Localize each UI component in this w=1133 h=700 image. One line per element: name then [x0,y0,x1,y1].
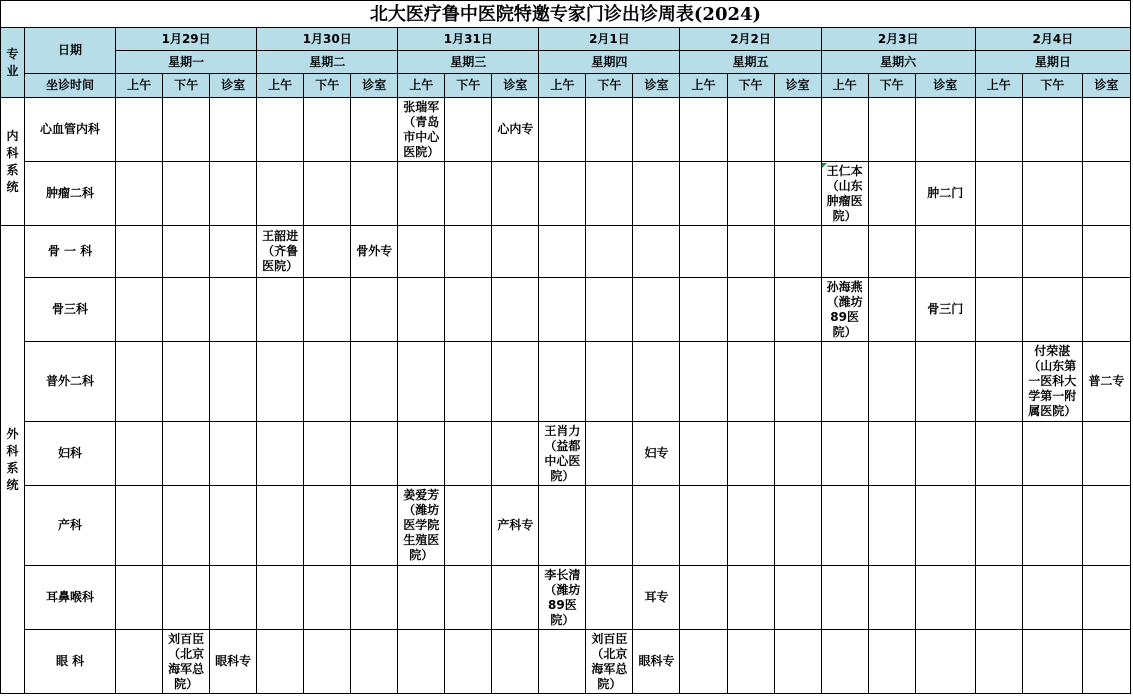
doctor-cell [727,630,774,694]
room-cell: 心内专 [492,98,539,162]
slot-header: 上午 [680,74,727,98]
day-weekday: 星期六 [821,51,975,74]
room-cell [351,566,398,630]
slot-header: 诊室 [774,74,821,98]
room-cell [351,98,398,162]
doctor-cell [304,486,351,566]
day-weekday: 星期一 [116,51,257,74]
doctor-cell [539,278,586,342]
doctor-cell [116,98,163,162]
doctor-cell [445,630,492,694]
doctor-cell [680,98,727,162]
group-label [1,226,25,694]
room-cell [492,566,539,630]
room-cell [492,226,539,278]
room-cell [492,342,539,422]
slot-header: 上午 [257,74,304,98]
room-cell [351,342,398,422]
doctor-cell [539,342,586,422]
department-name: 骨 一 科 [25,226,116,278]
room-cell [633,226,680,278]
doctor-cell [539,630,586,694]
doctor-cell [116,630,163,694]
doctor-cell [680,342,727,422]
room-cell: 眼科专 [633,630,680,694]
doctor-cell [975,278,1022,342]
doctor-cell [1022,278,1082,342]
doctor-cell [727,342,774,422]
doctor-cell [163,342,210,422]
room-cell [1082,566,1130,630]
room-cell: 骨外专 [351,226,398,278]
doctor-cell [1022,422,1082,486]
doctor-cell [163,162,210,226]
day-date: 2月1日 [539,28,680,51]
doctor-cell [586,342,633,422]
doctor-cell [821,98,868,162]
doctor-cell [680,486,727,566]
doctor-cell [1022,486,1082,566]
doctor-cell [868,98,915,162]
doctor-cell [304,566,351,630]
doctor-cell [975,226,1022,278]
doctor-cell [163,566,210,630]
doctor-cell [1022,98,1082,162]
room-cell [210,162,257,226]
room-cell: 眼科专 [210,630,257,694]
doctor-cell [868,162,915,226]
doctor-cell [398,226,445,278]
room-cell: 骨三门 [915,278,975,342]
slot-header: 下午 [727,74,774,98]
department-name: 心血管内科 [25,98,116,162]
room-cell [492,278,539,342]
doctor-cell [398,278,445,342]
room-cell: 耳专 [633,566,680,630]
doctor-cell [586,162,633,226]
doctor-cell [304,342,351,422]
doctor-cell [680,422,727,486]
room-cell [210,422,257,486]
department-name: 普外二科 [25,342,116,422]
doctor-cell [727,98,774,162]
comment-marker-icon [822,163,827,168]
doctor-cell [116,422,163,486]
room-cell [633,486,680,566]
doctor-cell [163,226,210,278]
room-cell [1082,422,1130,486]
room-cell [915,422,975,486]
doctor-cell [257,422,304,486]
slot-header: 诊室 [210,74,257,98]
slot-header: 诊室 [492,74,539,98]
doctor-cell [445,342,492,422]
doctor-cell [586,566,633,630]
schedule-table [0,27,1131,694]
doctor-cell [116,566,163,630]
doctor-cell [398,566,445,630]
room-cell: 肿二门 [915,162,975,226]
day-weekday: 星期三 [398,51,539,74]
room-cell [774,162,821,226]
doctor-cell [727,278,774,342]
doctor-cell [257,630,304,694]
room-cell [351,278,398,342]
doctor-cell [445,422,492,486]
doctor-cell [586,278,633,342]
room-cell [774,486,821,566]
doctor-cell [116,486,163,566]
doctor-cell: 姜爱芳（潍坊医学院生殖医院） [398,486,445,566]
doctor-cell: 王韶进（齐鲁医院） [257,226,304,278]
doctor-cell [163,98,210,162]
day-date: 1月31日 [398,28,539,51]
day-date: 2月3日 [821,28,975,51]
doctor-cell [1022,630,1082,694]
slot-header: 诊室 [1082,74,1130,98]
doctor-cell: 张瑞军（青岛市中心医院） [398,98,445,162]
room-cell [915,630,975,694]
doctor-cell [304,98,351,162]
slot-header: 上午 [398,74,445,98]
department-name: 产科 [25,486,116,566]
slot-header: 上午 [975,74,1022,98]
room-cell [210,486,257,566]
doctor-cell [821,566,868,630]
doctor-cell [868,226,915,278]
doctor-cell [1022,226,1082,278]
room-cell [915,342,975,422]
doctor-cell [975,342,1022,422]
doctor-cell [398,342,445,422]
doctor-cell [304,278,351,342]
room-cell [633,162,680,226]
doctor-cell [398,162,445,226]
doctor-cell: 王肖力（益都中心医院） [539,422,586,486]
day-weekday: 星期四 [539,51,680,74]
room-cell [774,422,821,486]
room-cell [774,566,821,630]
doctor-cell [539,226,586,278]
doctor-cell [868,422,915,486]
doctor-cell [727,486,774,566]
day-weekday: 星期五 [680,51,821,74]
group-label-text: 外科系统 [6,426,19,492]
date-header: 日期 [25,28,116,74]
room-cell [492,630,539,694]
doctor-cell [727,566,774,630]
room-cell [774,278,821,342]
doctor-cell: 付荣湛（山东第一医科大学第一附属医院） [1022,342,1082,422]
room-cell [351,162,398,226]
room-cell: 产科专 [492,486,539,566]
doctor-cell [445,98,492,162]
slot-header: 下午 [868,74,915,98]
doctor-cell [975,486,1022,566]
doctor-cell [539,162,586,226]
doctor-cell [1022,566,1082,630]
room-cell [1082,98,1130,162]
doctor-cell [304,162,351,226]
doctor-cell [163,422,210,486]
sheet-title: 北大医疗鲁中医院特邀专家门诊出诊周表(2024) [0,0,1131,28]
doctor-cell [680,162,727,226]
doctor-cell [821,422,868,486]
room-cell [210,98,257,162]
doctor-cell: 刘百臣（北京海军总院） [586,630,633,694]
doctor-cell [868,566,915,630]
doctor-cell [257,342,304,422]
time-header: 坐诊时间 [25,74,116,98]
room-cell [351,486,398,566]
doctor-cell [304,226,351,278]
major-header-label: 专业 [6,46,19,78]
doctor-cell [257,98,304,162]
department-name: 骨三科 [25,278,116,342]
slot-header: 诊室 [633,74,680,98]
doctor-cell [1022,162,1082,226]
slot-header: 上午 [116,74,163,98]
slot-header: 下午 [163,74,210,98]
slot-header: 诊室 [915,74,975,98]
doctor-cell [398,422,445,486]
day-weekday: 星期日 [975,51,1130,74]
doctor-cell [727,422,774,486]
doctor-cell [398,630,445,694]
room-cell [774,630,821,694]
doctor-cell [257,162,304,226]
department-name: 肿瘤二科 [25,162,116,226]
doctor-cell [445,226,492,278]
room-cell [915,226,975,278]
doctor-cell [975,162,1022,226]
doctor-cell [975,630,1022,694]
room-cell [210,226,257,278]
doctor-cell [868,486,915,566]
department-name: 妇科 [25,422,116,486]
doctor-cell [680,278,727,342]
day-date: 1月30日 [257,28,398,51]
room-cell [1082,486,1130,566]
doctor-cell [586,226,633,278]
doctor-cell [586,486,633,566]
major-header [1,28,25,98]
doctor-cell [116,342,163,422]
doctor-cell [868,630,915,694]
doctor-cell [975,422,1022,486]
slot-header: 下午 [586,74,633,98]
doctor-cell [821,226,868,278]
day-date: 2月2日 [680,28,821,51]
doctor-cell: 刘百臣（北京海军总院） [163,630,210,694]
slot-header: 上午 [539,74,586,98]
slot-header: 下午 [304,74,351,98]
room-cell [210,566,257,630]
room-cell: 妇专 [633,422,680,486]
room-cell [915,486,975,566]
doctor-cell [868,342,915,422]
room-cell [492,162,539,226]
doctor-cell [821,486,868,566]
day-date: 1月29日 [116,28,257,51]
room-cell [1082,630,1130,694]
slot-header: 上午 [821,74,868,98]
doctor-cell [680,630,727,694]
doctor-cell [975,98,1022,162]
doctor-cell [680,226,727,278]
doctor-cell [163,486,210,566]
doctor-cell [257,566,304,630]
doctor-cell [586,422,633,486]
room-cell [774,98,821,162]
room-cell [633,278,680,342]
doctor-cell [975,566,1022,630]
group-label-text: 内科系统 [6,128,19,194]
group-label [1,98,25,226]
slot-header: 诊室 [351,74,398,98]
doctor-cell: 李长清（潍坊89医院） [539,566,586,630]
doctor-cell [821,342,868,422]
doctor-cell [257,486,304,566]
room-cell [1082,278,1130,342]
department-name: 耳鼻喉科 [25,566,116,630]
slot-header: 下午 [445,74,492,98]
doctor-cell [727,226,774,278]
doctor-cell: 王仁本（山东肿瘤医院） [821,162,868,226]
room-cell [633,342,680,422]
doctor-cell [445,486,492,566]
room-cell [915,566,975,630]
doctor-cell [586,98,633,162]
doctor-cell [680,566,727,630]
room-cell [351,630,398,694]
doctor-cell [304,630,351,694]
room-cell [1082,226,1130,278]
doctor-cell [539,98,586,162]
doctor-cell [116,162,163,226]
room-cell [774,342,821,422]
slot-header: 下午 [1022,74,1082,98]
room-cell [1082,162,1130,226]
room-cell [633,98,680,162]
day-date: 2月4日 [975,28,1130,51]
doctor-cell [727,162,774,226]
room-cell [774,226,821,278]
room-cell [210,278,257,342]
room-cell [351,422,398,486]
doctor-cell [445,278,492,342]
doctor-cell [116,226,163,278]
doctor-cell [539,486,586,566]
doctor-cell [445,162,492,226]
doctor-cell [163,278,210,342]
doctor-cell [445,566,492,630]
doctor-cell [304,422,351,486]
room-cell [210,342,257,422]
doctor-cell [257,278,304,342]
room-cell [915,98,975,162]
department-name: 眼 科 [25,630,116,694]
doctor-cell [821,630,868,694]
doctor-cell [868,278,915,342]
doctor-cell: 孙海燕（潍坊89医院） [821,278,868,342]
day-weekday: 星期二 [257,51,398,74]
room-cell: 普二专 [1082,342,1130,422]
room-cell [492,422,539,486]
doctor-cell [116,278,163,342]
